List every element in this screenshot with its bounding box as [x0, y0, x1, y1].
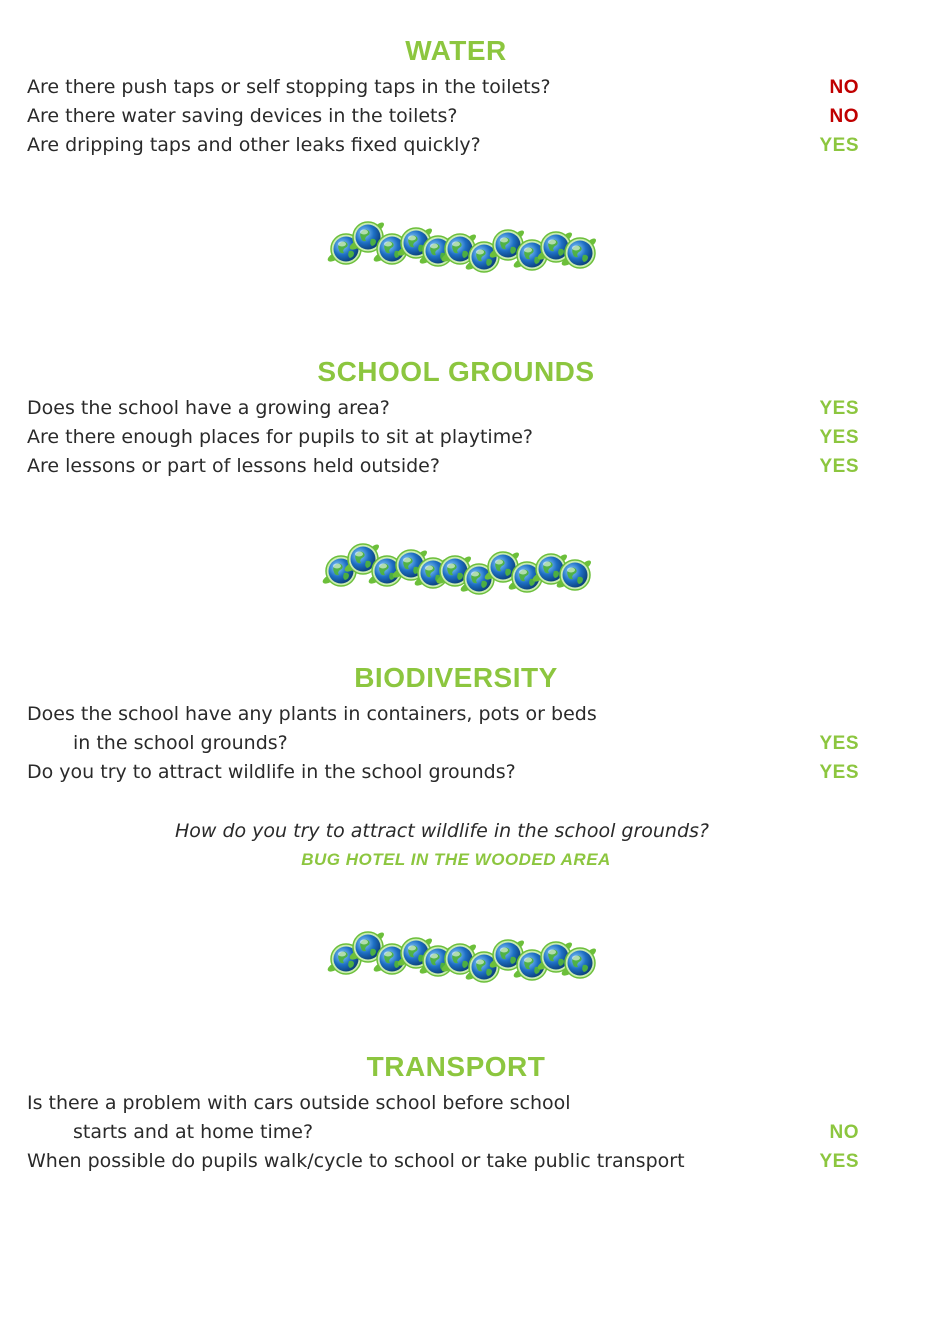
answer-no: NO — [829, 1122, 859, 1143]
question-text: Are lessons or part of lessons held outside? — [27, 455, 440, 477]
answer-yes: YES — [819, 135, 859, 156]
followup-question: How do you try to attract wildlife in the school grounds? — [174, 820, 710, 842]
question-text-continued: starts and at home time? — [73, 1121, 314, 1143]
question-row — [27, 700, 867, 729]
question-row — [27, 758, 867, 787]
answer-yes: YES — [819, 427, 859, 448]
answer-yes: YES — [819, 1151, 859, 1172]
question-text: Is there a problem with cars outside school before school — [27, 1092, 571, 1114]
globe-garland-icon — [318, 925, 608, 993]
question-row — [27, 102, 867, 131]
section-title-transport: TRANSPORT — [366, 1051, 546, 1082]
question-row — [27, 1118, 867, 1147]
question-row — [27, 423, 867, 452]
question-text: Does the school have a growing area? — [27, 397, 390, 419]
question-row — [27, 1147, 867, 1176]
question-row — [27, 73, 867, 102]
question-row — [27, 131, 867, 160]
question-text: Are there enough places for pupils to sit at playtime? — [27, 426, 533, 448]
section-title-biodiversity: BIODIVERSITY — [354, 662, 558, 693]
question-text: Do you try to attract wildlife in the school grounds? — [27, 761, 516, 783]
answer-no: NO — [829, 106, 859, 127]
question-text: When possible do pupils walk/cycle to school or take public transport — [27, 1150, 685, 1172]
question-text: Are dripping taps and other leaks fixed quickly? — [27, 134, 481, 156]
globe-garland-icon — [313, 537, 603, 605]
question-row — [27, 452, 867, 481]
section-title-water: WATER — [405, 35, 507, 66]
answer-no: NO — [829, 77, 859, 98]
answer-yes: YES — [819, 456, 859, 477]
question-row — [27, 729, 867, 758]
section-title-school-grounds: SCHOOL GROUNDS — [317, 356, 595, 387]
question-text-continued: in the school grounds? — [73, 732, 288, 754]
followup-answer: BUG HOTEL IN THE WOODED AREA — [301, 850, 611, 869]
question-row — [27, 1089, 867, 1118]
answer-yes: YES — [819, 733, 859, 754]
globe-garland-icon — [318, 215, 608, 283]
question-text: Are there push taps or self stopping taps in the toilets? — [27, 76, 551, 98]
question-text: Are there water saving devices in the toilets? — [27, 105, 458, 127]
question-row — [27, 394, 867, 423]
answer-yes: YES — [819, 398, 859, 419]
answer-yes: YES — [819, 762, 859, 783]
question-text: Does the school have any plants in containers, pots or beds — [27, 703, 597, 725]
